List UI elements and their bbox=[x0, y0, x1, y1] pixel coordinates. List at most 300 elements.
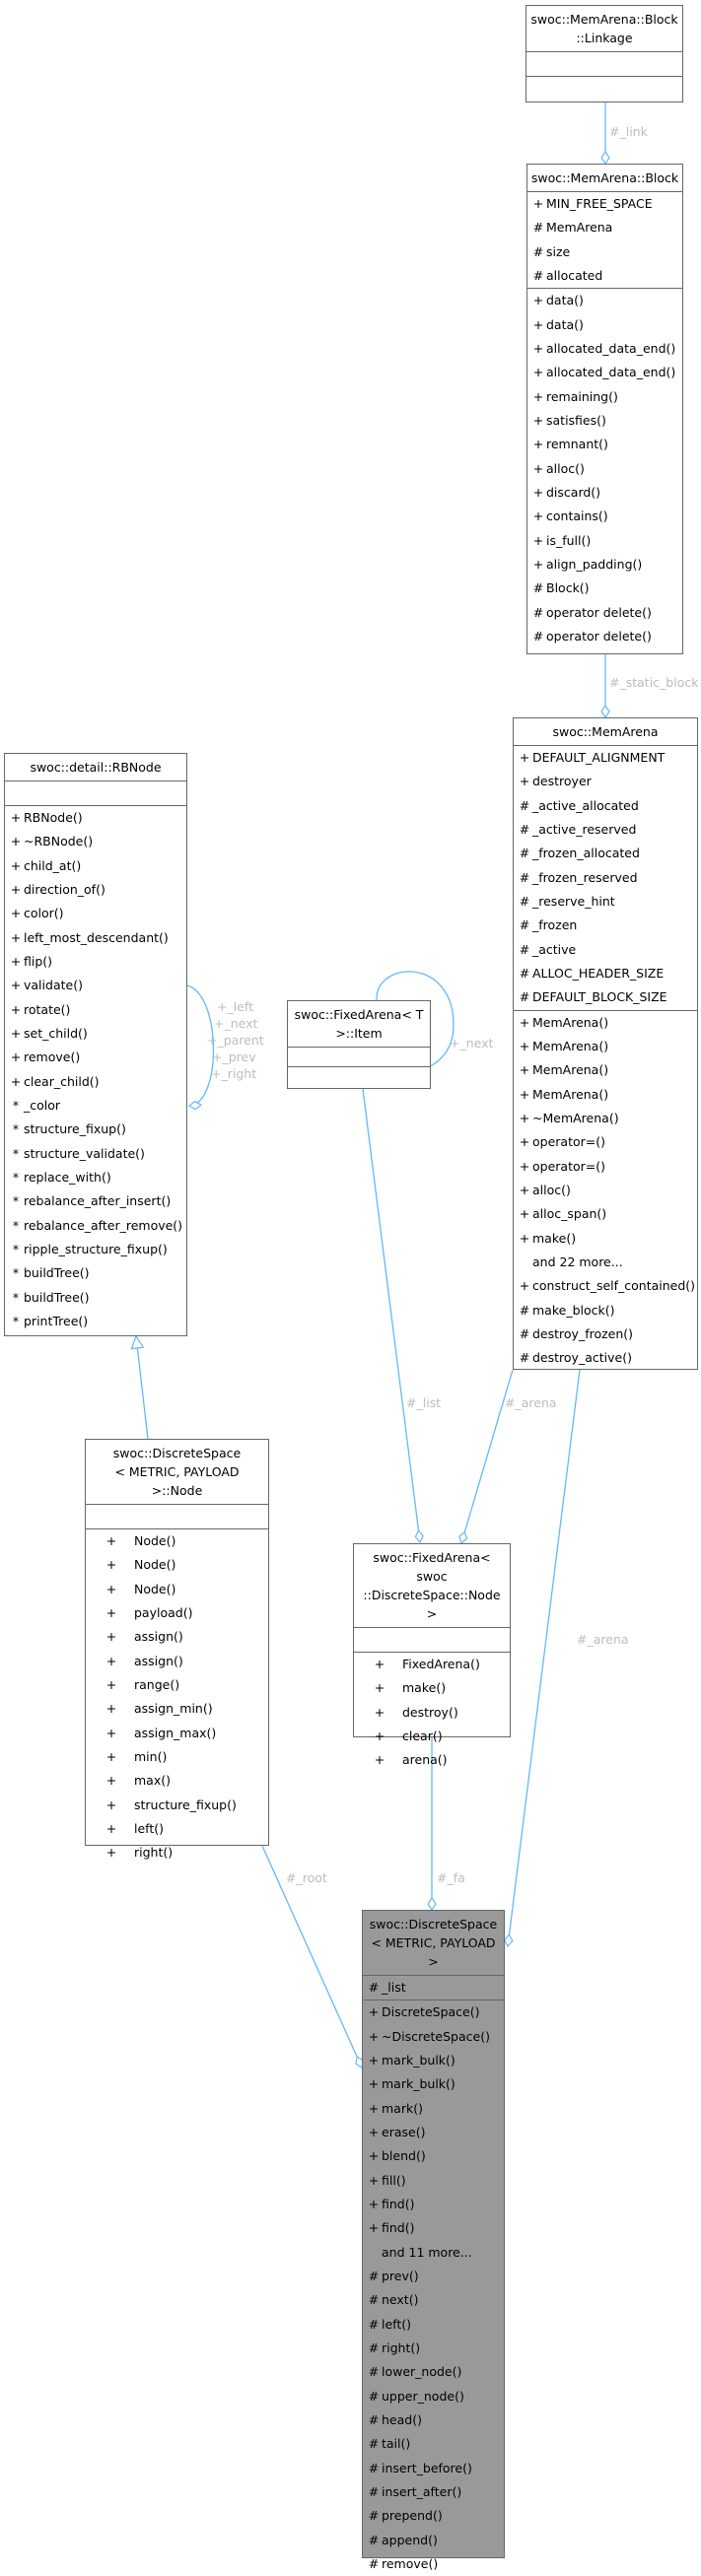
visibility-marker: # bbox=[519, 1302, 530, 1318]
member-row[interactable] bbox=[354, 1701, 510, 1725]
member-name: _list bbox=[382, 1980, 406, 1995]
visibility-marker: + bbox=[368, 2148, 380, 2164]
visibility-marker: + bbox=[105, 1725, 117, 1740]
visibility-marker: + bbox=[532, 340, 544, 356]
visibility-marker: + bbox=[532, 556, 544, 572]
member-row[interactable] bbox=[527, 337, 682, 361]
visibility-marker: + bbox=[519, 1134, 530, 1150]
member-row[interactable] bbox=[363, 2144, 504, 2168]
method-section bbox=[5, 805, 186, 1333]
visibility-marker: + bbox=[532, 365, 544, 380]
member-name: _color bbox=[24, 1097, 61, 1113]
member-row[interactable] bbox=[527, 625, 682, 648]
member-row[interactable] bbox=[527, 361, 682, 384]
visibility-marker: + bbox=[368, 2076, 380, 2092]
member-row[interactable] bbox=[363, 2457, 504, 2480]
visibility-marker: * bbox=[12, 1289, 20, 1305]
member-row[interactable] bbox=[514, 1322, 697, 1346]
member-name: _frozen_allocated bbox=[532, 846, 640, 861]
member-row[interactable] bbox=[514, 1058, 697, 1082]
member-name: append() bbox=[382, 2532, 438, 2547]
member-row[interactable] bbox=[363, 2241, 504, 2265]
method-section bbox=[363, 2000, 504, 2576]
member-name: ~DiscreteSpace() bbox=[382, 2028, 490, 2044]
member-row[interactable] bbox=[514, 1179, 697, 1202]
visibility-marker: + bbox=[105, 1533, 117, 1548]
visibility-marker: # bbox=[532, 628, 544, 644]
member-row[interactable] bbox=[514, 985, 697, 1009]
visibility-marker: + bbox=[374, 1728, 386, 1743]
member-row[interactable] bbox=[514, 1299, 697, 1322]
member-row[interactable] bbox=[5, 1070, 186, 1094]
member-name: arena() bbox=[402, 1752, 448, 1768]
member-row[interactable] bbox=[527, 289, 682, 312]
member-row[interactable] bbox=[514, 794, 697, 818]
visibility-marker: + bbox=[10, 953, 22, 969]
member-row[interactable] bbox=[354, 1725, 510, 1748]
member-row[interactable] bbox=[363, 2169, 504, 2193]
member-row[interactable] bbox=[514, 914, 697, 937]
member-row[interactable] bbox=[5, 1046, 186, 1069]
attribute-section bbox=[514, 745, 697, 1010]
member-row[interactable] bbox=[527, 433, 682, 456]
class-title-cont: < METRIC, PAYLOAD >::Node bbox=[114, 1464, 240, 1498]
visibility-marker: # bbox=[368, 2364, 380, 2380]
member-row[interactable] bbox=[5, 1142, 186, 1166]
member-row[interactable] bbox=[5, 1310, 186, 1333]
member-name: MemArena() bbox=[532, 1014, 609, 1030]
member-row[interactable] bbox=[514, 1083, 697, 1107]
class-title: swoc::detail::RBNode bbox=[30, 760, 162, 775]
member-name: replace_with() bbox=[24, 1169, 111, 1185]
member-row[interactable] bbox=[514, 938, 697, 962]
member-name: assign_max() bbox=[134, 1725, 217, 1740]
visibility-marker: * bbox=[12, 1097, 20, 1113]
visibility-marker: # bbox=[519, 965, 530, 981]
visibility-marker: + bbox=[105, 1796, 117, 1812]
member-row[interactable] bbox=[5, 1189, 186, 1213]
visibility-marker: + bbox=[10, 810, 22, 825]
member-row[interactable] bbox=[86, 1722, 268, 1745]
visibility-marker: + bbox=[10, 1025, 22, 1041]
member-row[interactable] bbox=[527, 216, 682, 239]
visibility-marker: # bbox=[519, 1350, 530, 1366]
visibility-marker: # bbox=[532, 243, 544, 259]
member-name: alloc() bbox=[532, 1182, 571, 1197]
member-name: color() bbox=[24, 906, 64, 921]
visibility-marker: * bbox=[12, 1313, 20, 1328]
member-row[interactable] bbox=[5, 854, 186, 878]
member-row[interactable] bbox=[514, 1155, 697, 1179]
visibility-marker: + bbox=[10, 906, 22, 921]
member-name: ALLOC_HEADER_SIZE bbox=[532, 965, 665, 981]
visibility-marker: + bbox=[105, 1653, 117, 1668]
member-row[interactable] bbox=[514, 1011, 697, 1035]
member-row[interactable] bbox=[514, 1107, 697, 1130]
member-row[interactable] bbox=[363, 2385, 504, 2408]
member-name: flip() bbox=[24, 953, 53, 969]
member-name: upper_node() bbox=[382, 2388, 464, 2404]
method-section bbox=[354, 1652, 510, 1773]
member-name: lower_node() bbox=[382, 2364, 462, 2380]
label-arena-fa: #_arena bbox=[505, 1395, 557, 1410]
visibility-marker: # bbox=[368, 1980, 380, 1995]
member-row[interactable] bbox=[363, 2408, 504, 2432]
member-row[interactable] bbox=[363, 1976, 504, 2000]
attribute-section bbox=[363, 1975, 504, 2000]
member-name: set_child() bbox=[24, 1025, 88, 1041]
visibility-marker: + bbox=[532, 460, 544, 476]
member-row[interactable] bbox=[86, 1529, 268, 1553]
member-name: min() bbox=[134, 1748, 168, 1764]
member-name: structure_fixup() bbox=[24, 1121, 126, 1137]
visibility-marker: # bbox=[368, 2388, 380, 2404]
member-row[interactable] bbox=[363, 2337, 504, 2360]
member-row[interactable] bbox=[86, 1650, 268, 1673]
class-title-cont: < METRIC, PAYLOAD > bbox=[371, 1935, 496, 1969]
class-discretespace[interactable] bbox=[362, 1910, 505, 2571]
member-name: mark() bbox=[382, 2100, 423, 2116]
visibility-marker: # bbox=[519, 869, 530, 885]
member-name: clear_child() bbox=[24, 1073, 100, 1089]
member-row[interactable] bbox=[5, 1094, 186, 1118]
member-row[interactable] bbox=[5, 1238, 186, 1261]
member-row[interactable] bbox=[527, 505, 682, 528]
attribute-section bbox=[526, 51, 682, 76]
member-name: destroy_active() bbox=[532, 1350, 632, 1366]
member-name: MemArena() bbox=[532, 1062, 609, 1078]
class-title: swoc::MemArena bbox=[552, 724, 659, 739]
member-row[interactable] bbox=[363, 2432, 504, 2456]
member-row[interactable] bbox=[5, 878, 186, 902]
visibility-marker: + bbox=[105, 1676, 117, 1692]
member-row[interactable] bbox=[527, 553, 682, 576]
member-name: data() bbox=[546, 316, 584, 332]
visibility-marker: + bbox=[374, 1752, 386, 1768]
visibility-marker: + bbox=[519, 1086, 530, 1102]
member-row[interactable] bbox=[363, 2097, 504, 2121]
member-row[interactable] bbox=[363, 2072, 504, 2096]
label-rb-prev: +_prev bbox=[212, 1050, 256, 1064]
member-name: data() bbox=[546, 293, 584, 308]
member-row[interactable] bbox=[363, 2552, 504, 2576]
member-name: right() bbox=[134, 1845, 174, 1861]
member-name: operator=() bbox=[532, 1158, 605, 1174]
member-name: range() bbox=[134, 1676, 180, 1692]
member-row[interactable] bbox=[514, 1202, 697, 1226]
member-row[interactable] bbox=[5, 902, 186, 925]
member-row[interactable] bbox=[363, 2025, 504, 2049]
visibility-marker: + bbox=[10, 978, 22, 993]
member-row[interactable] bbox=[5, 1022, 186, 1046]
member-row[interactable] bbox=[527, 529, 682, 553]
visibility-marker: + bbox=[368, 2052, 380, 2068]
attribute-section bbox=[86, 1504, 268, 1528]
member-row[interactable] bbox=[527, 481, 682, 505]
member-row[interactable] bbox=[527, 264, 682, 288]
class-block-linkage[interactable] bbox=[526, 5, 683, 102]
label-rb-left: +_left bbox=[217, 999, 253, 1014]
member-name: and 11 more... bbox=[382, 2244, 472, 2260]
class-fixedarena-node[interactable] bbox=[353, 1543, 511, 1768]
visibility-marker: # bbox=[532, 604, 544, 620]
visibility-marker: + bbox=[532, 388, 544, 404]
member-row[interactable] bbox=[86, 1745, 268, 1769]
visibility-marker: + bbox=[10, 1050, 22, 1065]
member-name: clear() bbox=[402, 1728, 443, 1743]
visibility-marker: + bbox=[368, 2100, 380, 2116]
member-name: make_block() bbox=[532, 1302, 615, 1318]
visibility-marker: + bbox=[374, 1680, 386, 1696]
member-row[interactable] bbox=[527, 313, 682, 337]
method-section bbox=[288, 1066, 430, 1086]
member-name: _active bbox=[532, 941, 577, 957]
visibility-marker: + bbox=[519, 1158, 530, 1174]
member-row[interactable] bbox=[363, 2313, 504, 2337]
member-name: operator=() bbox=[532, 1134, 605, 1150]
member-row[interactable] bbox=[514, 962, 697, 985]
label-item-next: +_next bbox=[450, 1036, 494, 1051]
member-row[interactable] bbox=[363, 2480, 504, 2504]
visibility-marker: * bbox=[12, 1193, 20, 1209]
member-row[interactable] bbox=[5, 1166, 186, 1189]
member-name: alloc_span() bbox=[532, 1206, 607, 1222]
visibility-marker: # bbox=[532, 580, 544, 596]
member-row[interactable] bbox=[5, 950, 186, 974]
member-name: left() bbox=[134, 1820, 164, 1836]
member-row[interactable] bbox=[527, 192, 682, 216]
member-name: MemArena() bbox=[532, 1038, 609, 1053]
visibility-marker: + bbox=[532, 508, 544, 524]
member-name: make() bbox=[532, 1230, 577, 1246]
member-row[interactable] bbox=[86, 1553, 268, 1577]
member-name: mark_bulk() bbox=[382, 2052, 456, 2068]
method-section bbox=[527, 288, 682, 648]
member-row[interactable] bbox=[514, 890, 697, 914]
class-title: swoc::FixedArena< T bbox=[294, 1007, 424, 1022]
member-name: ~RBNode() bbox=[24, 834, 94, 849]
member-row[interactable] bbox=[363, 2000, 504, 2024]
visibility-marker: # bbox=[368, 2339, 380, 2355]
member-row[interactable] bbox=[86, 1697, 268, 1721]
member-row[interactable] bbox=[363, 2504, 504, 2528]
member-row[interactable] bbox=[514, 866, 697, 890]
edge-list bbox=[363, 1089, 420, 1542]
member-row[interactable] bbox=[514, 818, 697, 842]
member-row[interactable] bbox=[354, 1676, 510, 1700]
label-rb-next: +_next bbox=[214, 1016, 258, 1031]
member-name: tail() bbox=[382, 2436, 411, 2452]
member-row[interactable] bbox=[363, 2288, 504, 2312]
member-row[interactable] bbox=[363, 2193, 504, 2216]
label-root: #_root bbox=[286, 1870, 327, 1885]
visibility-marker: + bbox=[105, 1845, 117, 1861]
member-row[interactable] bbox=[363, 2049, 504, 2072]
member-name: assign() bbox=[134, 1653, 183, 1668]
visibility-marker: # bbox=[368, 2436, 380, 2452]
member-name: find() bbox=[382, 2220, 415, 2236]
method-section bbox=[514, 1010, 697, 1371]
member-name: rotate() bbox=[24, 1001, 71, 1017]
member-name: prepend() bbox=[382, 2508, 443, 2524]
member-row[interactable] bbox=[86, 1817, 268, 1841]
visibility-marker: + bbox=[519, 774, 530, 789]
visibility-marker: + bbox=[532, 484, 544, 500]
member-row[interactable] bbox=[86, 1601, 268, 1625]
visibility-marker: + bbox=[368, 2124, 380, 2139]
visibility-marker: + bbox=[519, 1230, 530, 1246]
member-row[interactable] bbox=[86, 1578, 268, 1601]
member-row[interactable] bbox=[527, 601, 682, 625]
edge-inherit bbox=[136, 1336, 148, 1439]
member-name: left_most_descendant() bbox=[24, 929, 169, 945]
visibility-marker: # bbox=[519, 893, 530, 909]
member-name: find() bbox=[382, 2196, 415, 2211]
visibility-marker: + bbox=[105, 1629, 117, 1645]
member-row[interactable] bbox=[363, 2121, 504, 2144]
visibility-marker: + bbox=[105, 1701, 117, 1717]
member-row[interactable] bbox=[514, 1346, 697, 1370]
visibility-marker: # bbox=[519, 846, 530, 861]
visibility-marker: # bbox=[368, 2460, 380, 2475]
member-row[interactable] bbox=[86, 1673, 268, 1697]
member-row[interactable] bbox=[86, 1841, 268, 1864]
member-name: allocated_data_end() bbox=[546, 365, 676, 380]
member-row[interactable] bbox=[86, 1794, 268, 1817]
member-name: destroyer bbox=[532, 774, 592, 789]
visibility-marker: + bbox=[105, 1604, 117, 1620]
label-rb-right: +_right bbox=[211, 1066, 257, 1081]
visibility-marker: # bbox=[368, 2268, 380, 2283]
label-rb-parent: +_parent bbox=[207, 1033, 264, 1048]
member-name: next() bbox=[382, 2292, 419, 2308]
visibility-marker: + bbox=[10, 834, 22, 849]
visibility-marker: + bbox=[374, 1704, 386, 1720]
class-title-cont: >::Item bbox=[335, 1026, 383, 1041]
member-row[interactable] bbox=[527, 240, 682, 264]
member-row[interactable] bbox=[5, 926, 186, 950]
member-name: MemArena bbox=[546, 220, 613, 236]
member-row[interactable] bbox=[363, 2265, 504, 2288]
label-static-block: #_static_block bbox=[609, 675, 699, 690]
member-name: structure_fixup() bbox=[134, 1796, 237, 1812]
member-row[interactable] bbox=[86, 1625, 268, 1649]
member-row[interactable] bbox=[527, 576, 682, 600]
member-row[interactable] bbox=[5, 998, 186, 1022]
member-name: assign() bbox=[134, 1629, 183, 1645]
visibility-marker: + bbox=[368, 2172, 380, 2188]
member-name: ripple_structure_fixup() bbox=[24, 1241, 168, 1256]
member-row[interactable] bbox=[86, 1769, 268, 1793]
member-name: alloc() bbox=[546, 460, 585, 476]
attribute-section bbox=[354, 1627, 510, 1652]
visibility-marker: + bbox=[519, 1182, 530, 1197]
member-row[interactable] bbox=[354, 1653, 510, 1676]
member-row[interactable] bbox=[5, 1261, 186, 1285]
class-memarena-block[interactable] bbox=[526, 164, 683, 654]
visibility-marker: # bbox=[519, 917, 530, 933]
member-name: remnant() bbox=[546, 437, 608, 452]
member-row[interactable] bbox=[514, 1251, 697, 1274]
member-row[interactable] bbox=[514, 842, 697, 865]
member-row[interactable] bbox=[5, 1214, 186, 1238]
class-rbnode[interactable] bbox=[4, 753, 187, 1336]
member-name: validate() bbox=[24, 978, 83, 993]
member-row[interactable] bbox=[354, 1748, 510, 1772]
member-name: buildTree() bbox=[24, 1289, 90, 1305]
member-name: discard() bbox=[546, 484, 601, 500]
member-name: _reserve_hint bbox=[532, 893, 615, 909]
attribute-section bbox=[5, 780, 186, 805]
member-row[interactable] bbox=[363, 2360, 504, 2384]
member-row[interactable] bbox=[527, 457, 682, 481]
class-memarena[interactable] bbox=[513, 717, 698, 1370]
member-row[interactable] bbox=[527, 409, 682, 433]
member-name: allocated bbox=[546, 267, 603, 283]
member-row[interactable] bbox=[363, 2529, 504, 2552]
member-name: left() bbox=[382, 2316, 411, 2332]
member-name: remove() bbox=[24, 1050, 81, 1065]
class-discretespace-node[interactable] bbox=[85, 1439, 269, 1861]
member-name: is_full() bbox=[546, 532, 592, 548]
visibility-marker: + bbox=[519, 1206, 530, 1222]
member-name: _active_reserved bbox=[532, 821, 637, 837]
visibility-marker: + bbox=[10, 881, 22, 897]
member-name: DEFAULT_ALIGNMENT bbox=[532, 750, 666, 765]
member-row[interactable] bbox=[363, 2216, 504, 2240]
member-name: satisfies() bbox=[546, 412, 606, 428]
member-name: Node() bbox=[134, 1533, 176, 1548]
member-name: align_padding() bbox=[546, 556, 643, 572]
member-name: RBNode() bbox=[24, 810, 83, 825]
member-row[interactable] bbox=[514, 770, 697, 793]
visibility-marker: + bbox=[519, 1278, 530, 1294]
member-name: operator delete() bbox=[546, 604, 652, 620]
member-row[interactable] bbox=[527, 385, 682, 409]
visibility-marker: # bbox=[368, 2483, 380, 2499]
visibility-marker: + bbox=[532, 412, 544, 428]
member-row[interactable] bbox=[514, 746, 697, 770]
visibility-marker: + bbox=[10, 1001, 22, 1017]
member-row[interactable] bbox=[514, 1227, 697, 1251]
member-name: head() bbox=[382, 2411, 422, 2427]
member-row[interactable] bbox=[5, 974, 186, 997]
member-row[interactable] bbox=[5, 830, 186, 853]
member-row[interactable] bbox=[5, 1118, 186, 1141]
visibility-marker: + bbox=[532, 437, 544, 452]
visibility-marker: + bbox=[105, 1820, 117, 1836]
member-name: rebalance_after_insert() bbox=[24, 1193, 172, 1209]
member-name: remove() bbox=[382, 2555, 439, 2571]
member-row[interactable] bbox=[514, 1035, 697, 1058]
visibility-marker: + bbox=[532, 316, 544, 332]
visibility-marker: # bbox=[368, 2411, 380, 2427]
visibility-marker: + bbox=[368, 2220, 380, 2236]
edge-arena-ds bbox=[508, 1370, 580, 1946]
member-row[interactable] bbox=[5, 1286, 186, 1310]
member-name: Block() bbox=[546, 580, 590, 596]
member-name: fill() bbox=[382, 2172, 406, 2188]
member-name: prev() bbox=[382, 2268, 419, 2283]
member-row[interactable] bbox=[514, 1130, 697, 1154]
member-row[interactable] bbox=[514, 1274, 697, 1298]
visibility-marker: * bbox=[12, 1217, 20, 1233]
member-name: insert_after() bbox=[382, 2483, 462, 2499]
visibility-marker: # bbox=[368, 2508, 380, 2524]
member-row[interactable] bbox=[5, 806, 186, 830]
class-fixedarena-item[interactable] bbox=[287, 1000, 431, 1089]
visibility-marker: + bbox=[105, 1581, 117, 1596]
